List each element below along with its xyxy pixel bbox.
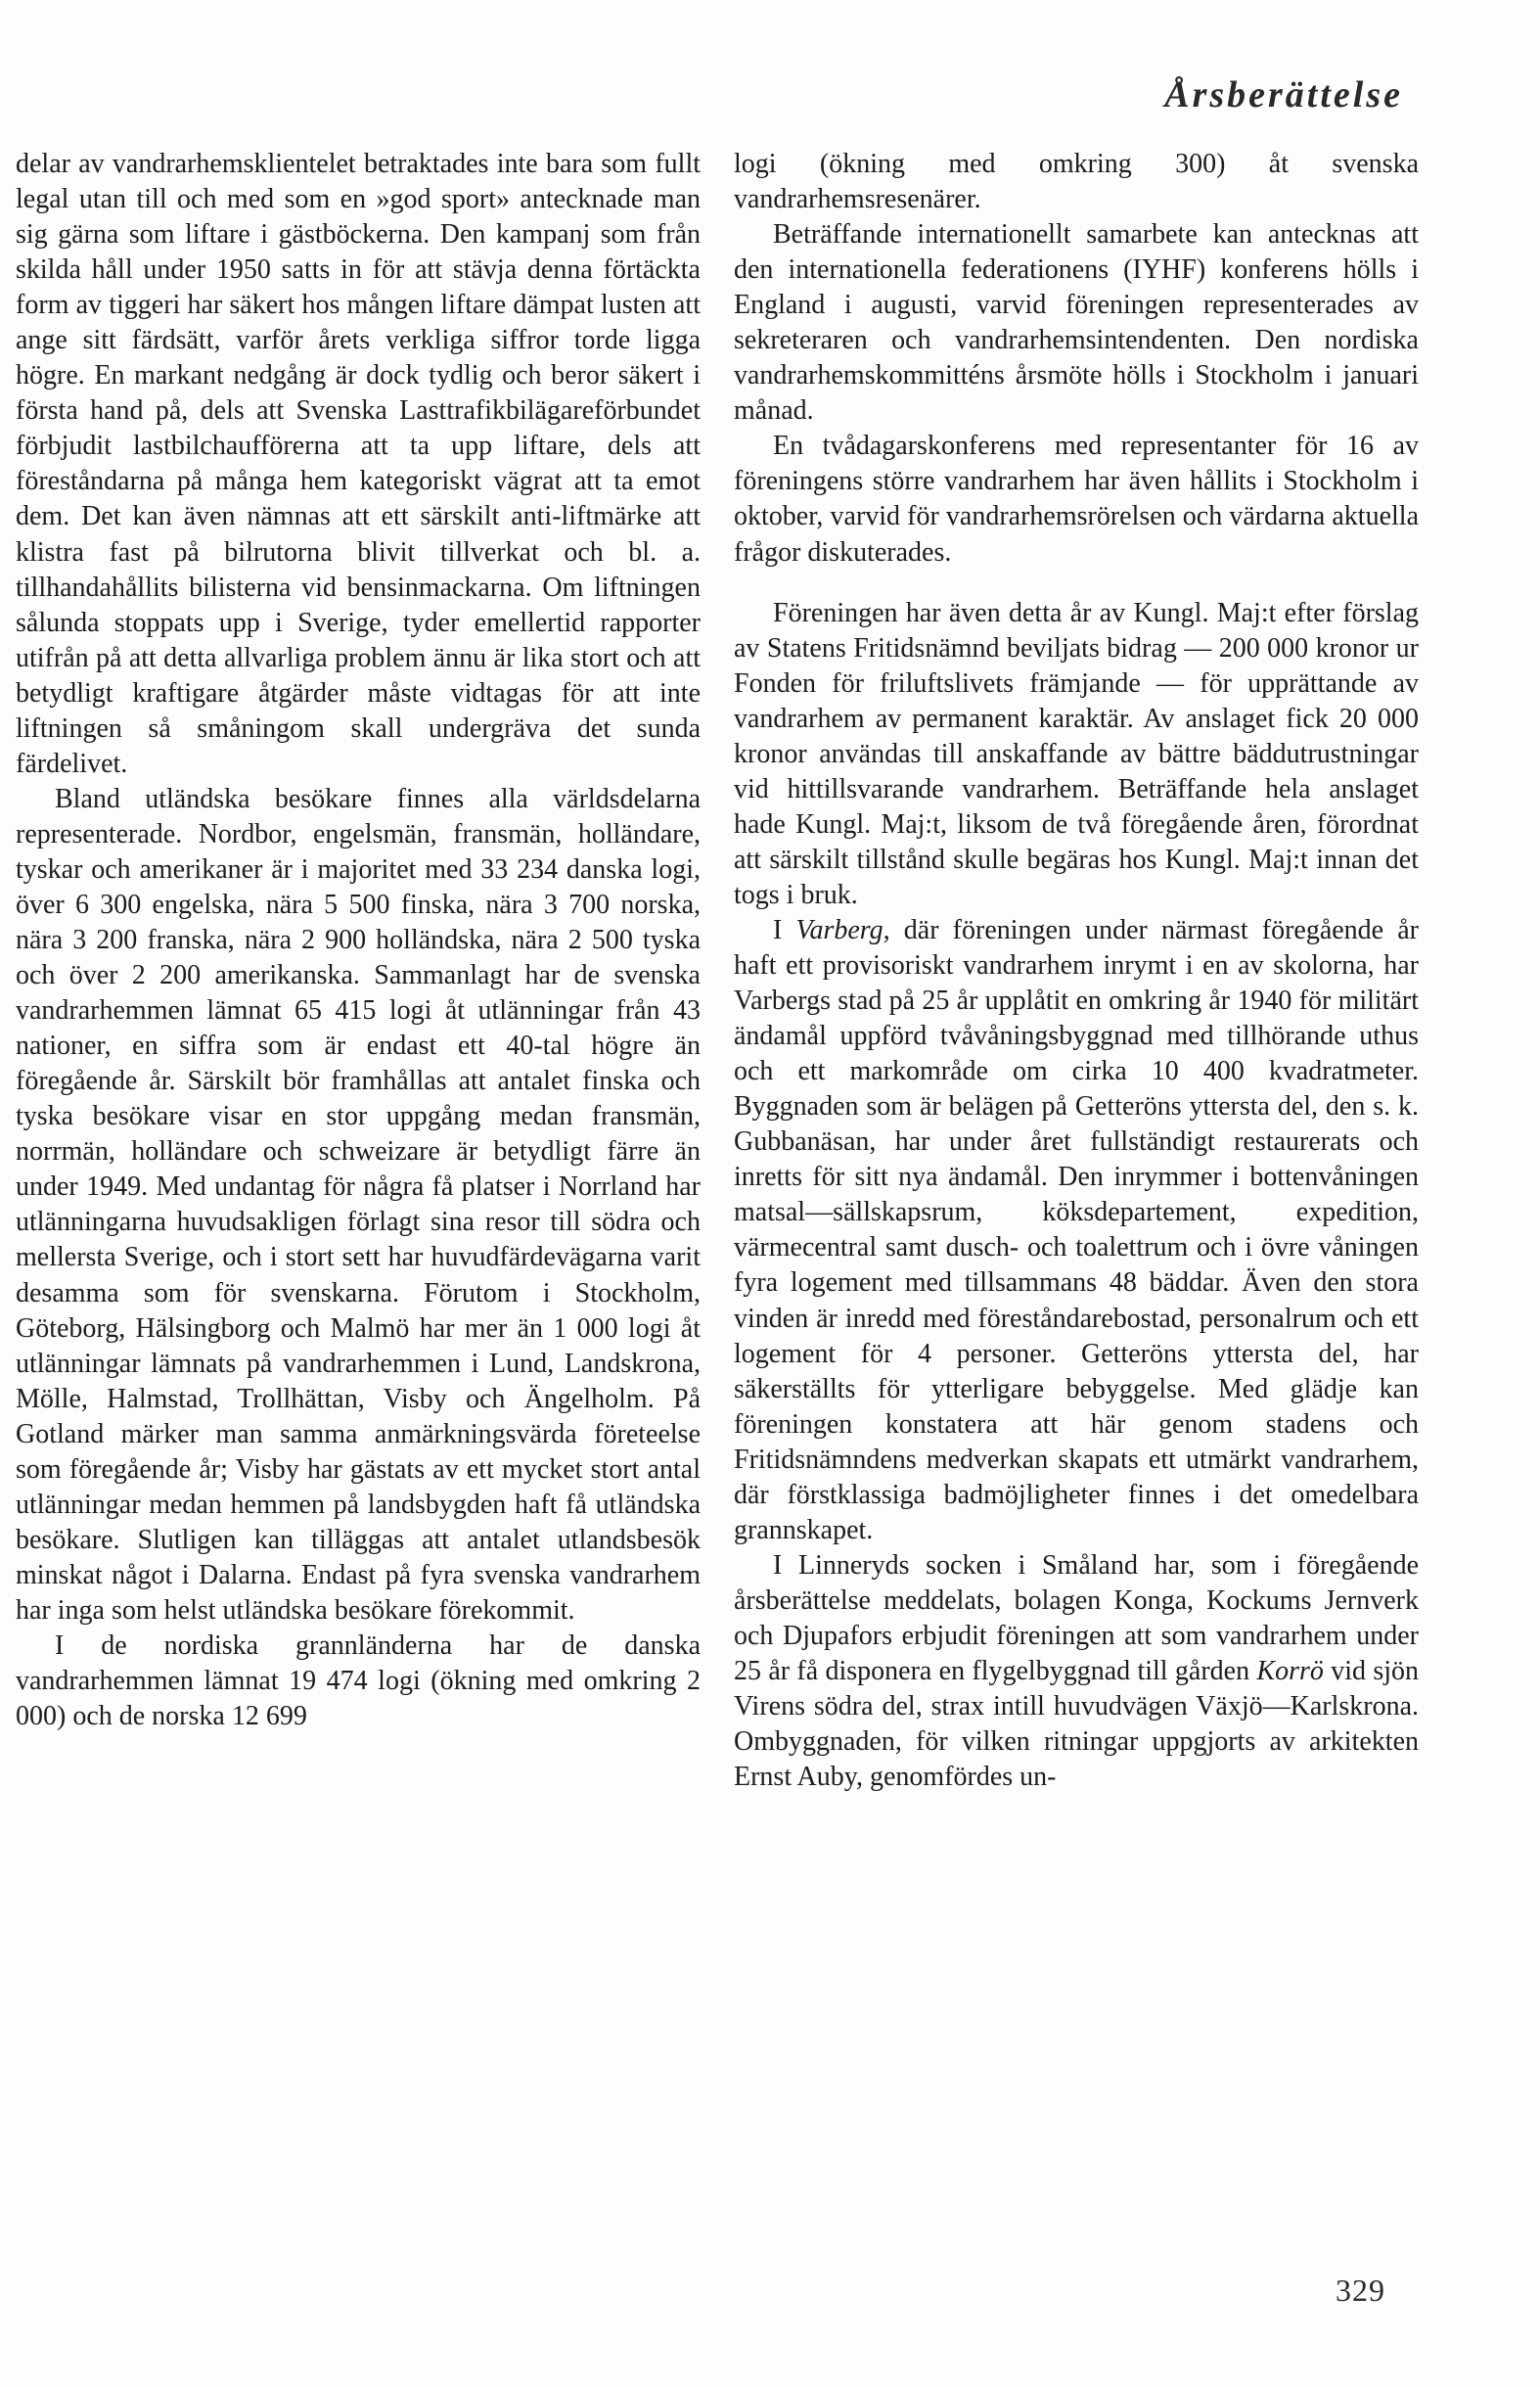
page-number: 329 bbox=[1336, 2272, 1385, 2308]
text-run: I bbox=[773, 914, 796, 945]
paragraph bbox=[734, 913, 1419, 1548]
paragraph: I de nordiska grannländerna har de danska vandrarhemmen lämnat 19 474 logi (ökning med omkring 2 000) och de norska 12 699 bbox=[16, 1630, 701, 1732]
text-run: där föreningen under närmast föregående år haft ett provisoriskt vandrarhem inrymt i en av skolorna, har Varbergs stad på 25 år upplåtit en omkring år 1940 för militärt ändamål uppförd tvåvåningsbyggnad med tillhörande uthus och ett markområde om cirka 10 400 kvadratmeter. Byggnaden som är belägen på Getteröns yttersta del, den s. k. Gubbanäsan, har under året fullständigt restaurerats och inretts för sitt nya ändamål. Den inrymmer i bottenvåningen matsal—sällskapsrum, köksdepartement, expedition, värmecentral samt dusch- och toalettrum och i övre våningen fyra logement med tillsammans 48 bäddar. Även den stora vinden är inredd med föreståndarebostad, personalrum och ett logement för 4 personer. Getteröns yttersta del, har säkerställts för ytterligare bebyggelse. Med glädje kan föreningen konstatera att här genom stadens och Fritidsnämndens medverkan skapats ett utmärkt vandrarhem, där förstklassiga badmöjligheter finnes i det omedelbara grannskapet. bbox=[734, 914, 1419, 1545]
paragraph: delar av vandrarhemsklientelet betraktades inte bara som fullt legal utan till och med som en »god sport» antecknade man sig gärna som liftare i gästböckerna. Den kampanj som från skilda håll under 1950 satts in för att stävja denna förtäckta form av tiggeri har säkert hos mången liftare dämpat lusten att ange sitt färdsätt, varför årets verkliga siffror torde ligga högre. En markant nedgång är dock tydlig och beror säkert i första hand på, dels att Svenska Lasttrafikbilägareförbundet förbjudit lastbilchaufförerna att ta upp liftare, dels att föreståndarna på många hem kategoriskt vägrat att ta emot dem. Det kan även nämnas att ett särskilt anti-liftmärke att klistra fast på bilrutorna blivit tillverkat och bl. a. tillhandahållits bilisterna vid bensinmackarna. Om liftningen sålunda stoppats upp i Sverige, tyder emellertid rapporter utifrån på att detta allvarliga problem ännu är lika stort och att betydligt kraftigare åtgärder måste vidtagas för att inte liftningen så småningom skall undergräva det sunda färdelivet. bbox=[16, 149, 701, 779]
place-name-varberg: Varberg, bbox=[795, 914, 890, 945]
place-name-korro: Korrö bbox=[1256, 1655, 1324, 1686]
paragraph: Beträffande internationellt samarbete kan antecknas att den internationella federationens (IYHF) konferens hölls i England i augusti, varvid föreningen representerades av sekreteraren och vandrarhemsintendenten. Den nordiska vandrarhemskommitténs årsmöte hölls i Stockholm i januari månad. bbox=[734, 219, 1419, 427]
right-column bbox=[734, 147, 1419, 1795]
paragraph bbox=[734, 1548, 1419, 1795]
text-run: vid sjön Virens södra del, strax intill huvudvägen Växjö—Karlskrona. Ombyggnaden, för vilken ritningar uppgjorts av arkitekten Ernst Auby, genomfördes un- bbox=[734, 1655, 1419, 1793]
text-run: I Linneryds socken i Småland har, som i föregående årsberättelse meddelats, bolagen Konga, Kockums Jernverk och Djupafors erbjudit föreningen att som vandrarhem under 25 år få disponera en flygelbyggnad till gården bbox=[734, 1549, 1419, 1686]
paragraph: Föreningen har även detta år av Kungl. Maj:t efter förslag av Statens Fritidsnämnd beviljats bidrag — 200 000 kronor ur Fonden för friluftslivets främjande — för upprättande av vandrarhem av permanent karaktär. Av anslaget fick 20 000 kronor användas till anskaffande av bättre bäddutrustningar vid hittillsvarande vandrarhem. Beträffande hela anslaget hade Kungl. Maj:t, liksom de två föregående åren, förordnat att särskilt tillstånd skulle begäras hos Kungl. Maj:t innan det togs i bruk. bbox=[734, 597, 1419, 910]
paragraph: Bland utländska besökare finnes alla världsdelarna representerade. Nordbor, engelsmän, fransmän, holländare, tyskar och amerikaner är i majoritet med 33 234 danska logi, över 6 300 engelska, nära 5 500 finska, nära 3 700 norska, nära 3 200 franska, nära 2 900 holländska, nära 2 500 tyska och över 2 200 amerikanska. Sammanlagt har de svenska vandrarhemmen lämnat 65 415 logi åt utlänningar från 43 nationer, en siffra som är endast ett 40-tal högre än föregående år. Särskilt bör framhållas att antalet finska och tyska besökare visar en stor uppgång medan fransmän, norrmän, holländare och schweizare är betydligt färre än under 1949. Med undantag för några få platser i Norrland har utlänningarna huvudsakligen förlagt sina resor till södra och mellersta Sverige, och i stort sett har huvudfärdevägarna varit desamma som för svenskarna. Förutom i Stockholm, Göteborg, Hälsingborg och Malmö har mer än 1 000 logi åt utlänningar lämnats på vandrarhemmen i Lund, Landskrona, Mölle, Halmstad, Trollhättan, Visby och Ängelholm. På Gotland märker man samma anmärkningsvärda företeelse som föregående år; Visby har gästats av ett mycket stort antal utlänningar medan hemmen på landsbygden haft få utländska besökare. Slutligen kan tilläggas att antalet utlandsbesök minskat något i Dalarna. Endast på fyra svenska vandrarhem har inga som helst utländska besökare förekommit. bbox=[16, 783, 701, 1626]
paragraph: En tvådagarskonferens med representanter för 16 av föreningens större vandrarhem har även hållits i Stockholm i oktober, varvid för vandrarhemsrörelsen och värdarna aktuella frågor diskuterades. bbox=[734, 431, 1419, 568]
running-header: Årsberättelse bbox=[1164, 74, 1403, 115]
left-column bbox=[16, 147, 701, 1734]
paragraph: logi (ökning med omkring 300) åt svenska vandrarhemsresenärer. bbox=[734, 149, 1419, 215]
